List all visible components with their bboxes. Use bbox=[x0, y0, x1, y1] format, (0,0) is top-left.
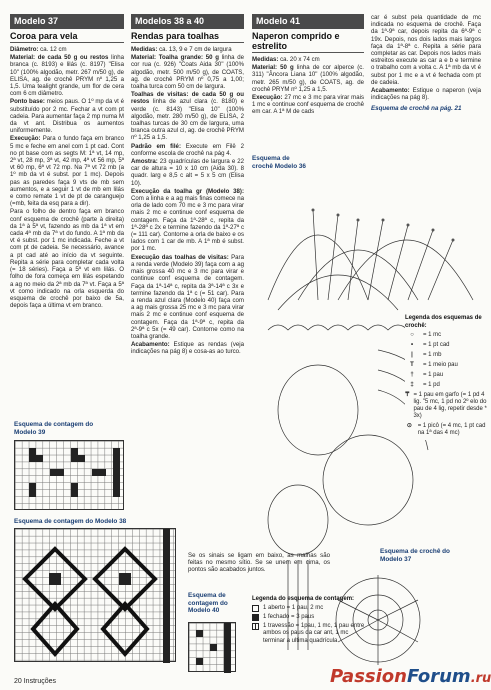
stitch-symbol-icon: | bbox=[411, 352, 413, 358]
stitch-symbol-icon: T bbox=[410, 362, 414, 368]
legend-row: terminar a ultima quadrícula bbox=[263, 637, 338, 644]
symbols-note: Se os sinais se ligam em baixo, as malhas são feitas no mesmo sítio. Se se unem em cima, os pontos são acabados juntos. bbox=[188, 552, 330, 574]
section-header: Modelo 41 bbox=[252, 14, 364, 29]
legend-row: † = 1 pau bbox=[405, 372, 487, 379]
chart-caption: Esquema de crochê Modelo 36 bbox=[252, 155, 306, 170]
watermark-logo: PassionForum.ru bbox=[330, 666, 491, 687]
chart-caption: Esquema de contagem do Modelo 39 bbox=[14, 421, 94, 436]
chart-caption: Esquema de crochê do Modelo 37 bbox=[380, 548, 450, 563]
counting-chart-model-38 bbox=[14, 528, 176, 662]
legend-row: 1 travessão = 1pau, 1 mc, 1 pau entre ambos os paus da car ant, 1 mc bbox=[252, 623, 382, 637]
instruction-paragraph: Execução: 27 mc e 3 mc para virar mais 1 mc e continue conf esquema de crochê em car. A 1ª M de cads bbox=[252, 94, 364, 116]
column-model-41-cont bbox=[371, 14, 481, 113]
legend-row: • = 1 pt cad bbox=[405, 342, 487, 349]
instruction-paragraph: car é subst pela quantidade de mc indicada no esquema de crochê. Faça da 1ª-9ª car, depois repita da 6ª-9ª c 19x. Depois, nos dois lados mais largos faça da 1ª-8ª c. Repita a série para completar as car. Depois nos lados mais estreitos execute as car a e b e termine o trabalho com a volta c. A 1ª mb da vt é subst por 1 mc e a vt é fechada com pt de cadeia. bbox=[371, 14, 481, 86]
counting-chart-model-39 bbox=[14, 440, 124, 510]
stitch-symbol-icon: • bbox=[410, 342, 414, 348]
instruction-paragraph: Material: de cada 50 g ou restos linha branca (c. 8193) e lilás (c. 8197) "Elisa 10" (100% algodão, metr. 267 m/50 g), de ELISA, ag. de crochê PRYM nº 1,25 a 1,5. Uma tealight grande, um flor de cera com 6 cm diâmetro. bbox=[10, 54, 124, 98]
instruction-paragraph: Acabamento: Estique o naperon (veja indicações na pág 8). bbox=[371, 87, 481, 102]
section-header: Modelo 37 bbox=[10, 14, 124, 29]
legend-row: 1 aberto = 1 pau, 2 mc bbox=[252, 604, 382, 614]
instruction-paragraph: Ponto base: meios paus. O 1º mp da vt é substituído por 2 mc. Fechar a vt com pt cadeia. Para aumentar faça 2 mp numa M da vt ant. Distribua os aumentos uniformemente. bbox=[10, 98, 124, 135]
chart-reference: Esquema de crochê na pág. 21 bbox=[371, 105, 462, 113]
instructions-text bbox=[10, 46, 124, 309]
chart-caption: Esquema de contagem do Modelo 38 bbox=[14, 518, 127, 525]
crochet-legend bbox=[405, 315, 487, 440]
stitch-symbol-icon: ○ bbox=[410, 332, 414, 338]
instructions-text bbox=[252, 56, 364, 116]
instruction-paragraph: Toalhas de visitas: de cada 50 g ou restos linha de azul clara (c. 8180) e verde (c. 8143) "Elisa 10" (100% algodão, metr. 280 m/50 g), de ELISA, 2 toalhas turcas de 30 cm de largura, uma branca outra azul cl, ag. de crochê PRYM nº 1,25 a 1,5. bbox=[131, 91, 244, 142]
instruction-paragraph: Execução: Para o fundo faça em branco 5 mc e feche em anel com 1 pt cad. Cont no pt base com as segts M: 1ª vt, 14 mp, 2ª vt, 28 mp, 3ª vt, 42 mp, 4ª vt 56 mp, 5ª vt 60 mp, 6ª vt 72 mp. Na 7ª vt 72 mb (a 1º mb da vt é subst. por 1 mc). Depois pas as paredes faça 9 vts de mb sem aumentos, e a seguir 1 vt de mb em lilás e como remate 1 vt de pt de caranguejo (=mb, feita da esq para a dir). bbox=[10, 135, 124, 208]
stitch-symbol-icon: ⊙ bbox=[406, 423, 412, 429]
section-header: Modelos 38 a 40 bbox=[131, 14, 244, 29]
instructions-text bbox=[131, 46, 244, 356]
instructions-text bbox=[371, 14, 481, 101]
legend-row: 1 fechado = 3 paus bbox=[252, 613, 382, 623]
legend-row: ‡ = 1 pd bbox=[405, 382, 487, 389]
page-footer: 20 Instruções bbox=[14, 678, 57, 685]
instruction-paragraph: Execução das toalhas de visitas: Para a renda verde (Modelo 39) faça com a ag mais grossa 40 mc e 3 mc para virar e continue conf esquema de contagem. Faça da 1ª-14ª c, repita da 3ª-14ª c 3x e termine fazendo da 1ª c (= 51 car). Para a renda azul clara (Modelo 40) faça com a ag mais grossa 25 mc e 3 mc para virar mais 2 mc e continue conf esquema de contagem. Faça da 1ª-9ª c, repita da 2ª-9ª c 5x (= 49 car). Contorne como na toalha grande. bbox=[131, 253, 244, 340]
stitch-symbol-icon: † bbox=[410, 372, 414, 378]
instruction-paragraph: Medidas: ca. 13, 9 e 7 cm de largura bbox=[131, 46, 232, 53]
crochet-legend-title: Legenda dos esquemas de crochê: bbox=[405, 315, 482, 329]
instruction-paragraph: Material: Toalha grande: 50 g linha de cor rua (c. 926) "Coats Aida 30" (100% algodão, metr. 500 m/50 g), de COATS, ag. de crochê PRYM nº 0,75 a 1,00; toalha turca com 50 cm de largura. bbox=[131, 54, 244, 91]
column-models-38-40 bbox=[131, 14, 244, 357]
stitch-symbol-icon: ₸ bbox=[405, 392, 410, 398]
instruction-paragraph: Amostra: 23 quadrículas de largura e 22 car de altura = 10 x 10 cm (Aida 30). 8 quadr. larg e 8,5 c alt = 5 x 5 cm (Elisa 10). bbox=[131, 158, 244, 187]
instruction-paragraph: Execução da toalha gr (Modelo 38): Com a linha e a ag mais finas comece na orla de lado com 70 mc e 3 mc para virar mais 2 mc e continue conf esquema de contagem. Faça da 1ª-28ª c, repita da 1ª-28ª c 2x e termine fazendo da 1ª-27ª c (= 111 car). Contorne a orla de baixo e os lados com 1 car de mb. A 1ª mb é subst. por 1 mc. bbox=[131, 187, 244, 253]
section-title: Naperon comprido e estrelito bbox=[252, 31, 364, 53]
legend-row: ○ = 1 mc bbox=[405, 332, 487, 339]
counting-chart-model-40 bbox=[188, 622, 236, 672]
instruction-paragraph: Para o folho de dentro faça em branco conf esquema de crochê (parte à direita) da 1ª à 5ª vt, fazendo as mb da 1ª vt em cada 4ª mb da 7ª vt do fundo. A 1ª mb da vt é subst. por 1 mc indicada. Feche a vt com pt de cadeia. Se necessário, avance a pt cad até ao início da vt seguinte. Repita a série para completar cada volta (= 18 séries). Faça a 5ª vt em lilás. O folho de fora começa em lilás espetando a ag no meio da 2ª mb da 7ª vt. Faça a 5ª vt como indicado na orla esquerda do esquema de crochê por baixo de 5a, depois faça a última vt em branco. bbox=[10, 208, 124, 310]
instruction-paragraph: Medidas: ca. 20 x 74 cm bbox=[252, 56, 320, 63]
instruction-paragraph: Material: 50 g linha de cor alperce (c. 311) "Âncora Liana 10" (100% algodão, metr. 265 m/50 g), de COATS, ag. de crochê PRYM nº 1,25 a 1,5. bbox=[252, 64, 364, 93]
legend-row: T = 1 meio pau bbox=[405, 362, 487, 369]
stitch-symbol-icon: ‡ bbox=[410, 382, 414, 388]
chart-caption: Esquema de contagem do Modelo 40 bbox=[188, 592, 228, 614]
legend-row: | = 1 mb bbox=[405, 352, 487, 359]
legend-row: ₸ = 1 pau em garfo (= 1 pd 4 lig. "5 mc, 1 pd no 2º elo do pau de 4 lig, repetir desde * 3x) bbox=[405, 392, 487, 419]
instruction-paragraph: Acabamento: Estique as rendas (veja indicações na pág 8) e cosa-as ao turco. bbox=[131, 341, 244, 356]
section-title: Rendas para toalhas bbox=[131, 31, 244, 43]
column-model-37 bbox=[10, 14, 124, 310]
column-model-41 bbox=[252, 14, 364, 117]
count-legend-title: Legenda do esquema de contagem: bbox=[252, 596, 355, 602]
section-title: Coroa para vela bbox=[10, 31, 124, 43]
instruction-paragraph: Diâmetro: ca. 12 cm bbox=[10, 46, 67, 53]
legend-row: ⊙ = 1 picô (= 4 mc, 1 pt cad na 1ª das 4 mc) bbox=[406, 423, 486, 436]
instruction-paragraph: Padrão em filé: Execute em Filê 2 conforme escola de crochê na pág 4. bbox=[131, 142, 244, 157]
